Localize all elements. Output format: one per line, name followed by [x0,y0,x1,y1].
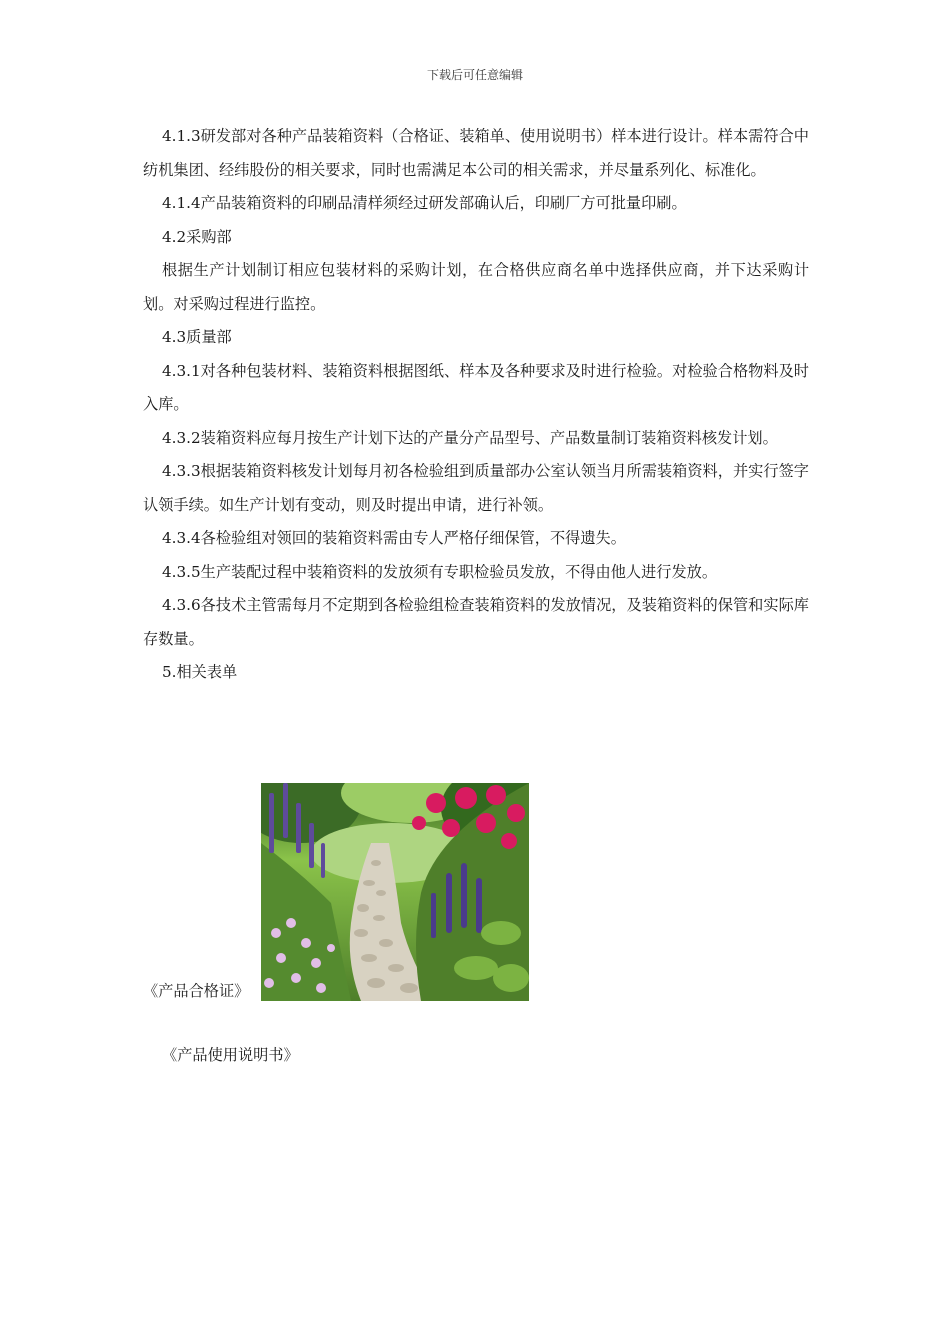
paragraph-4-3-5: 4.3.5生产装配过程中装箱资料的发放须有专职检验员发放，不得由他人进行发放。 [162,562,718,581]
paragraph-4-3-4: 4.3.4各检验组对领回的装箱资料需由专人严格仔细保管，不得遗失。 [162,529,626,547]
paragraph-4-3-1: 4.3.1对各种包装材料、装箱资料根据图纸、样本及各种要求及时进行检验。对检验合格物料及时入库。 [143,361,809,413]
certificate-figure [143,783,543,1001]
paragraph-4-1-4: 4.1.4产品装箱资料的印刷品清样须经过研发部确认后，印刷厂方可批量印刷。 [162,194,687,212]
page-header: 下载后可任意编辑 [426,68,523,82]
paragraph-4-3-3: 4.3.3根据装箱资料核发计划每月初各检验组到质量部办公室认领当月所需装箱资料，并实行签字认领手续。如生产计划有变动，则及时提出申请，进行补领。 [143,462,809,514]
paragraph-4-3-2: 4.3.2装箱资料应每月按生产计划下达的产量分产品型号、产品数量制订装箱资料核发计划。 [162,428,778,447]
manual-caption: 《产品使用说明书》 [162,1046,299,1064]
body-text [143,120,809,690]
heading-4-3: 4.3质量部 [162,328,232,346]
paragraph-4-3-6: 4.3.6各技术主管需每月不定期到各检验组检查装箱资料的发放情况，及装箱资料的保管和实际库存数量。 [143,596,809,648]
certificate-caption: 《产品合格证》 [143,982,250,1000]
paragraph-4-1-3: 4.1.3研发部对各种产品装箱资料（合格证、装箱单、使用说明书）样本进行设计。样本需符合中纺机集团、经纬股份的相关要求，同时也需满足本公司的相关需求，并尽量系列化、标准化。 [143,127,809,179]
heading-5: 5.相关表单 [162,663,238,681]
paragraph-4-2-body: 根据生产计划制订相应包装材料的采购计划，在合格供应商名单中选择供应商，并下达采购计划。对采购过程进行监控。 [143,261,809,313]
heading-4-2: 4.2采购部 [162,227,232,246]
garden-path-image [261,783,529,1001]
